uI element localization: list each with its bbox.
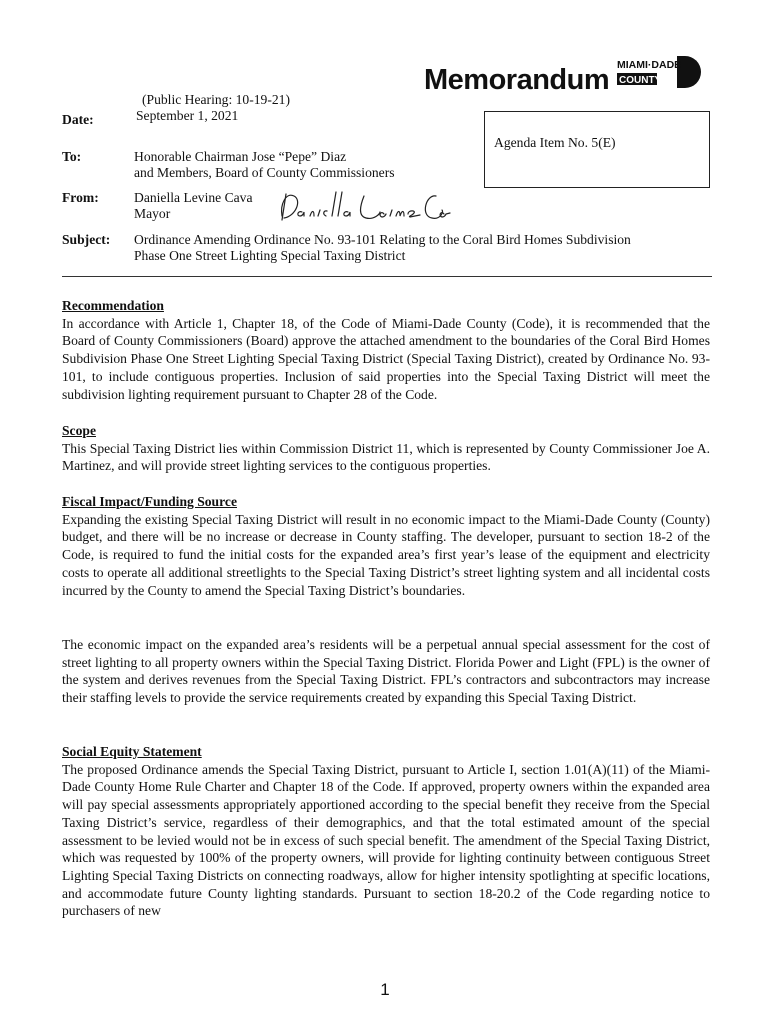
social-equity-text: The proposed Ordinance amends the Special Taxing District, pursuant to Article I, section 1.01(A)(11) of the Miami-Dade County Home Rule Charter and Chapter 18 of the Code. If approved, property owners within the expanded area will pay special assessments appropriately apportioned according to the special benefit they receive from the Special Taxing District’s service, regardless of their demographics, and that the total estimated amount of the special assessment to be levied would not be in excess of such special benefit. The amendment of the Special Taxing District, which was requested by 100% of the property owners, will provide for lighting continuity between contiguous Street Lighting Special Taxing Districts on connecting roadways, allow for higher intensity spotlighting at specific locations, and accommodate future County lighting standards. Pursuant to section 18-20.2 of the Code regarding notice to purchasers of new (62, 761, 710, 919)
fiscal-impact-section (62, 493, 710, 599)
logo-line1: MIAMI·DADE (617, 59, 682, 71)
from-line-2: Mayor (134, 206, 171, 221)
fiscal-impact-text-2: The economic impact on the expanded area’s residents will be a perpetual annual special assessment for the cost of street lighting to all property owners within the Special Taxing District. Florida Power and Light (FPL) is the owner of the system and derives revenues from the Special Taxing District. FPL’s contractors and subcontractors may increase their staffing levels to provide the service requirements created by expanding this Special Taxing District. (62, 637, 710, 706)
header-divider (62, 276, 712, 277)
fiscal-impact-text-1: Expanding the existing Special Taxing District will result in no economic impact to the Miami-Dade County (County) budget, and there will be no increase or decrease in County staffing. The developer, pursuant to section 18-2 of the Code, is required to fund the initial costs for the expanded area’s first year’s lease of the equipment and electricity costs to operate all additional streetlights to the Special Taxing District’s street lighting system and all incidental costs incurred by the County to amend the Special Taxing District’s boundaries. (62, 511, 710, 598)
page-number: 1 (380, 980, 390, 999)
agenda-item-number: Agenda Item No. 5(E) (494, 135, 616, 150)
miami-dade-county-logo (615, 54, 705, 88)
social-equity-section (62, 743, 710, 920)
to-line-1: Honorable Chairman Jose “Pepe” Diaz (134, 149, 347, 164)
public-hearing-note: (Public Hearing: 10-19-21) (142, 92, 290, 107)
date-label: Date: (62, 112, 94, 127)
from-line-1: Daniella Levine Cava (134, 190, 253, 205)
to-label: To: (62, 149, 82, 164)
subject-label: Subject: (62, 232, 111, 247)
from-label: From: (62, 190, 99, 205)
fiscal-impact-heading: Fiscal Impact/Funding Source (62, 494, 237, 509)
scope-section (62, 422, 710, 475)
to-line-2: and Members, Board of County Commissioners (134, 165, 395, 180)
recommendation-heading: Recommendation (62, 298, 164, 313)
subject-line-2: Phase One Street Lighting Special Taxing District (134, 248, 406, 263)
mayor-signature (276, 186, 456, 230)
social-equity-heading: Social Equity Statement (62, 744, 202, 759)
recommendation-text: In accordance with Article 1, Chapter 18, of the Code of Miami-Dade County (Code), it is recommended that the Board of County Commissioners (Board) approve the attached amendment to the boundaries of the Coral Bird Homes Subdivision Phase One Street Lighting Special Taxing District (Special Taxing District), created by Ordinance No. 93-101, to include contiguous properties. Inclusion of said properties into the Special Taxing District will meet the subdivision lighting requirement pursuant to Chapter 28 of the Code. (62, 315, 710, 402)
scope-heading: Scope (62, 423, 96, 438)
scope-text: This Special Taxing District lies within Commission District 11, which is represented by County Commissioner Joe A. Martinez, and will provide street lighting services to the contiguous properties. (62, 440, 710, 474)
memorandum-title: Memorandum (424, 64, 610, 96)
logo-line2: COUNTY (619, 75, 662, 86)
subject-line-1: Ordinance Amending Ordinance No. 93-101 Relating to the Coral Bird Homes Subdivision (134, 232, 631, 247)
recommendation-section (62, 297, 710, 403)
economic-impact-paragraph (62, 636, 710, 707)
date-value: September 1, 2021 (136, 108, 239, 123)
